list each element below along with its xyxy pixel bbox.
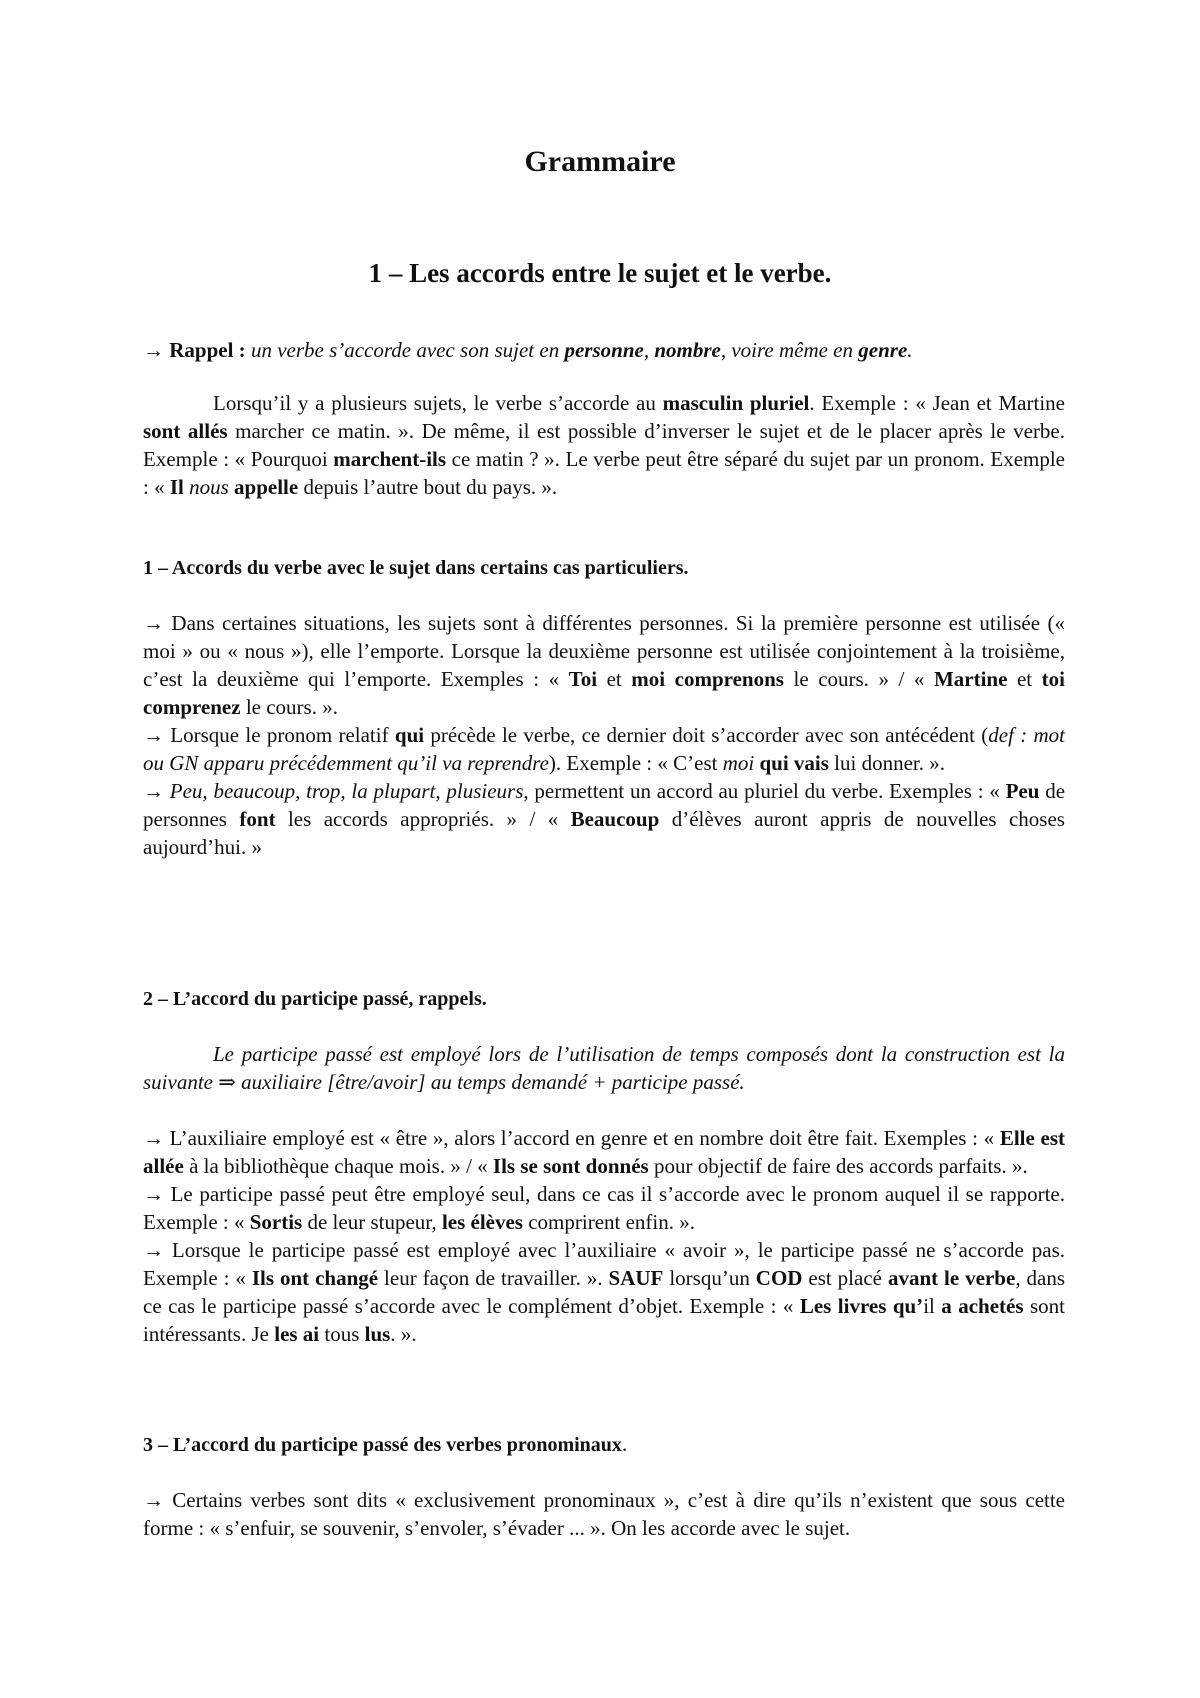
section-3-body	[143, 1486, 1065, 1542]
section-2-paragraph-3: → Lorsque le participe passé est employé avec l’auxiliaire « avoir », le participe passé ne s’accorde pas. Exemple : « Ils ont changé leur façon de travailler. ». SAUF lorsqu’un COD est placé avant le verbe, dans ce cas le participe passé s’accorde avec le complément d’objet. Exemple : « Les livres qu’il a achetés sont intéressants. Je les ai tous lus. ».	[143, 1238, 1066, 1346]
section-2-heading: 2 – L’accord du participe passé, rappels.	[143, 988, 487, 1010]
section-1-heading: 1 – Accords du verbe avec le sujet dans certains cas particuliers.	[143, 557, 689, 579]
intro-paragraph: Lorsqu’il y a plusieurs sujets, le verbe s’accorde au masculin pluriel. Exemple : « Jean et Martine sont allés marcher ce matin. ». De même, il est possible d’inverser le sujet et de le placer après le verbe. Exemple : « Pourquoi marchent-ils ce matin ? ». Le verbe peut être séparé du sujet par un pronom. Exemple : « Il nous appelle depuis l’autre bout du pays. ».	[143, 391, 1066, 499]
section-1-body	[143, 609, 1065, 861]
section-1-paragraph-2: → Lorsque le pronom relatif qui précède le verbe, ce dernier doit s’accorder avec son antécédent (def : mot ou GN apparu précédemment qu’il va reprendre). Exemple : « C’est moi qui vais lui donner. ».	[143, 723, 1065, 775]
section-2-paragraph-2: → Le participe passé peut être employé seul, dans ce cas il s’accorde avec le pronom auquel il se rapporte. Exemple : « Sortis de leur stupeur, les élèves comprirent enfin. ».	[143, 1182, 1065, 1234]
arrow-icon: →	[143, 338, 170, 362]
section-2-paragraph-1: → L’auxiliaire employé est « être », alors l’accord en genre et en nombre doit être fait. Exemples : « Elle est allée à la bibliothèque chaque mois. » / « Ils se sont donnés pour objectif de faire des accords parfaits. ».	[143, 1126, 1066, 1178]
section-3-heading: 3 – L’accord du participe passé des verbes pronominaux.	[143, 1432, 628, 1456]
section-2-body	[143, 1124, 1065, 1348]
section-3-paragraph-1: → Certains verbes sont dits « exclusivement pronominaux », c’est à dire qu’ils n’existent que sous cette forme : « s’enfuir, se souvenir, s’envoler, s’évader ... ». On les accorde avec le sujet.	[143, 1488, 1065, 1540]
document-title: Grammaire	[524, 145, 676, 178]
section-1-paragraph-1: → Dans certaines situations, les sujets sont à différentes personnes. Si la première personne est utilisée (« moi » ou « nous »), elle l’emporte. Lorsque la deuxième personne est utilisée conjointement à la troisième, c’est la deuxième qui l’emporte. Exemples : « Toi et moi comprenons le cours. » / « Martine et toi comprenez le cours. ».	[143, 611, 1065, 719]
section-2-intro: Le participe passé est employé lors de l’utilisation de temps composés dont la construction est la suivante ⇒ auxiliaire [être/avoir] au temps demandé + participe passé.	[143, 1042, 1065, 1094]
section-1-paragraph-3: → Peu, beaucoup, trop, la plupart, plusieurs, permettent un accord au pluriel du verbe. Exemples : « Peu de personnes font les accords appropriés. » / « Beaucoup d’élèves auront appris de nouvelles choses aujourd’hui. »	[143, 779, 1066, 859]
chapter-heading: 1 – Les accords entre le sujet et le verbe.	[368, 258, 832, 288]
rappel-paragraph: → Rappel : un verbe s’accorde avec son sujet en personne, nombre, voire même en genre.	[143, 338, 913, 362]
rappel-label: Rappel :	[169, 338, 251, 362]
